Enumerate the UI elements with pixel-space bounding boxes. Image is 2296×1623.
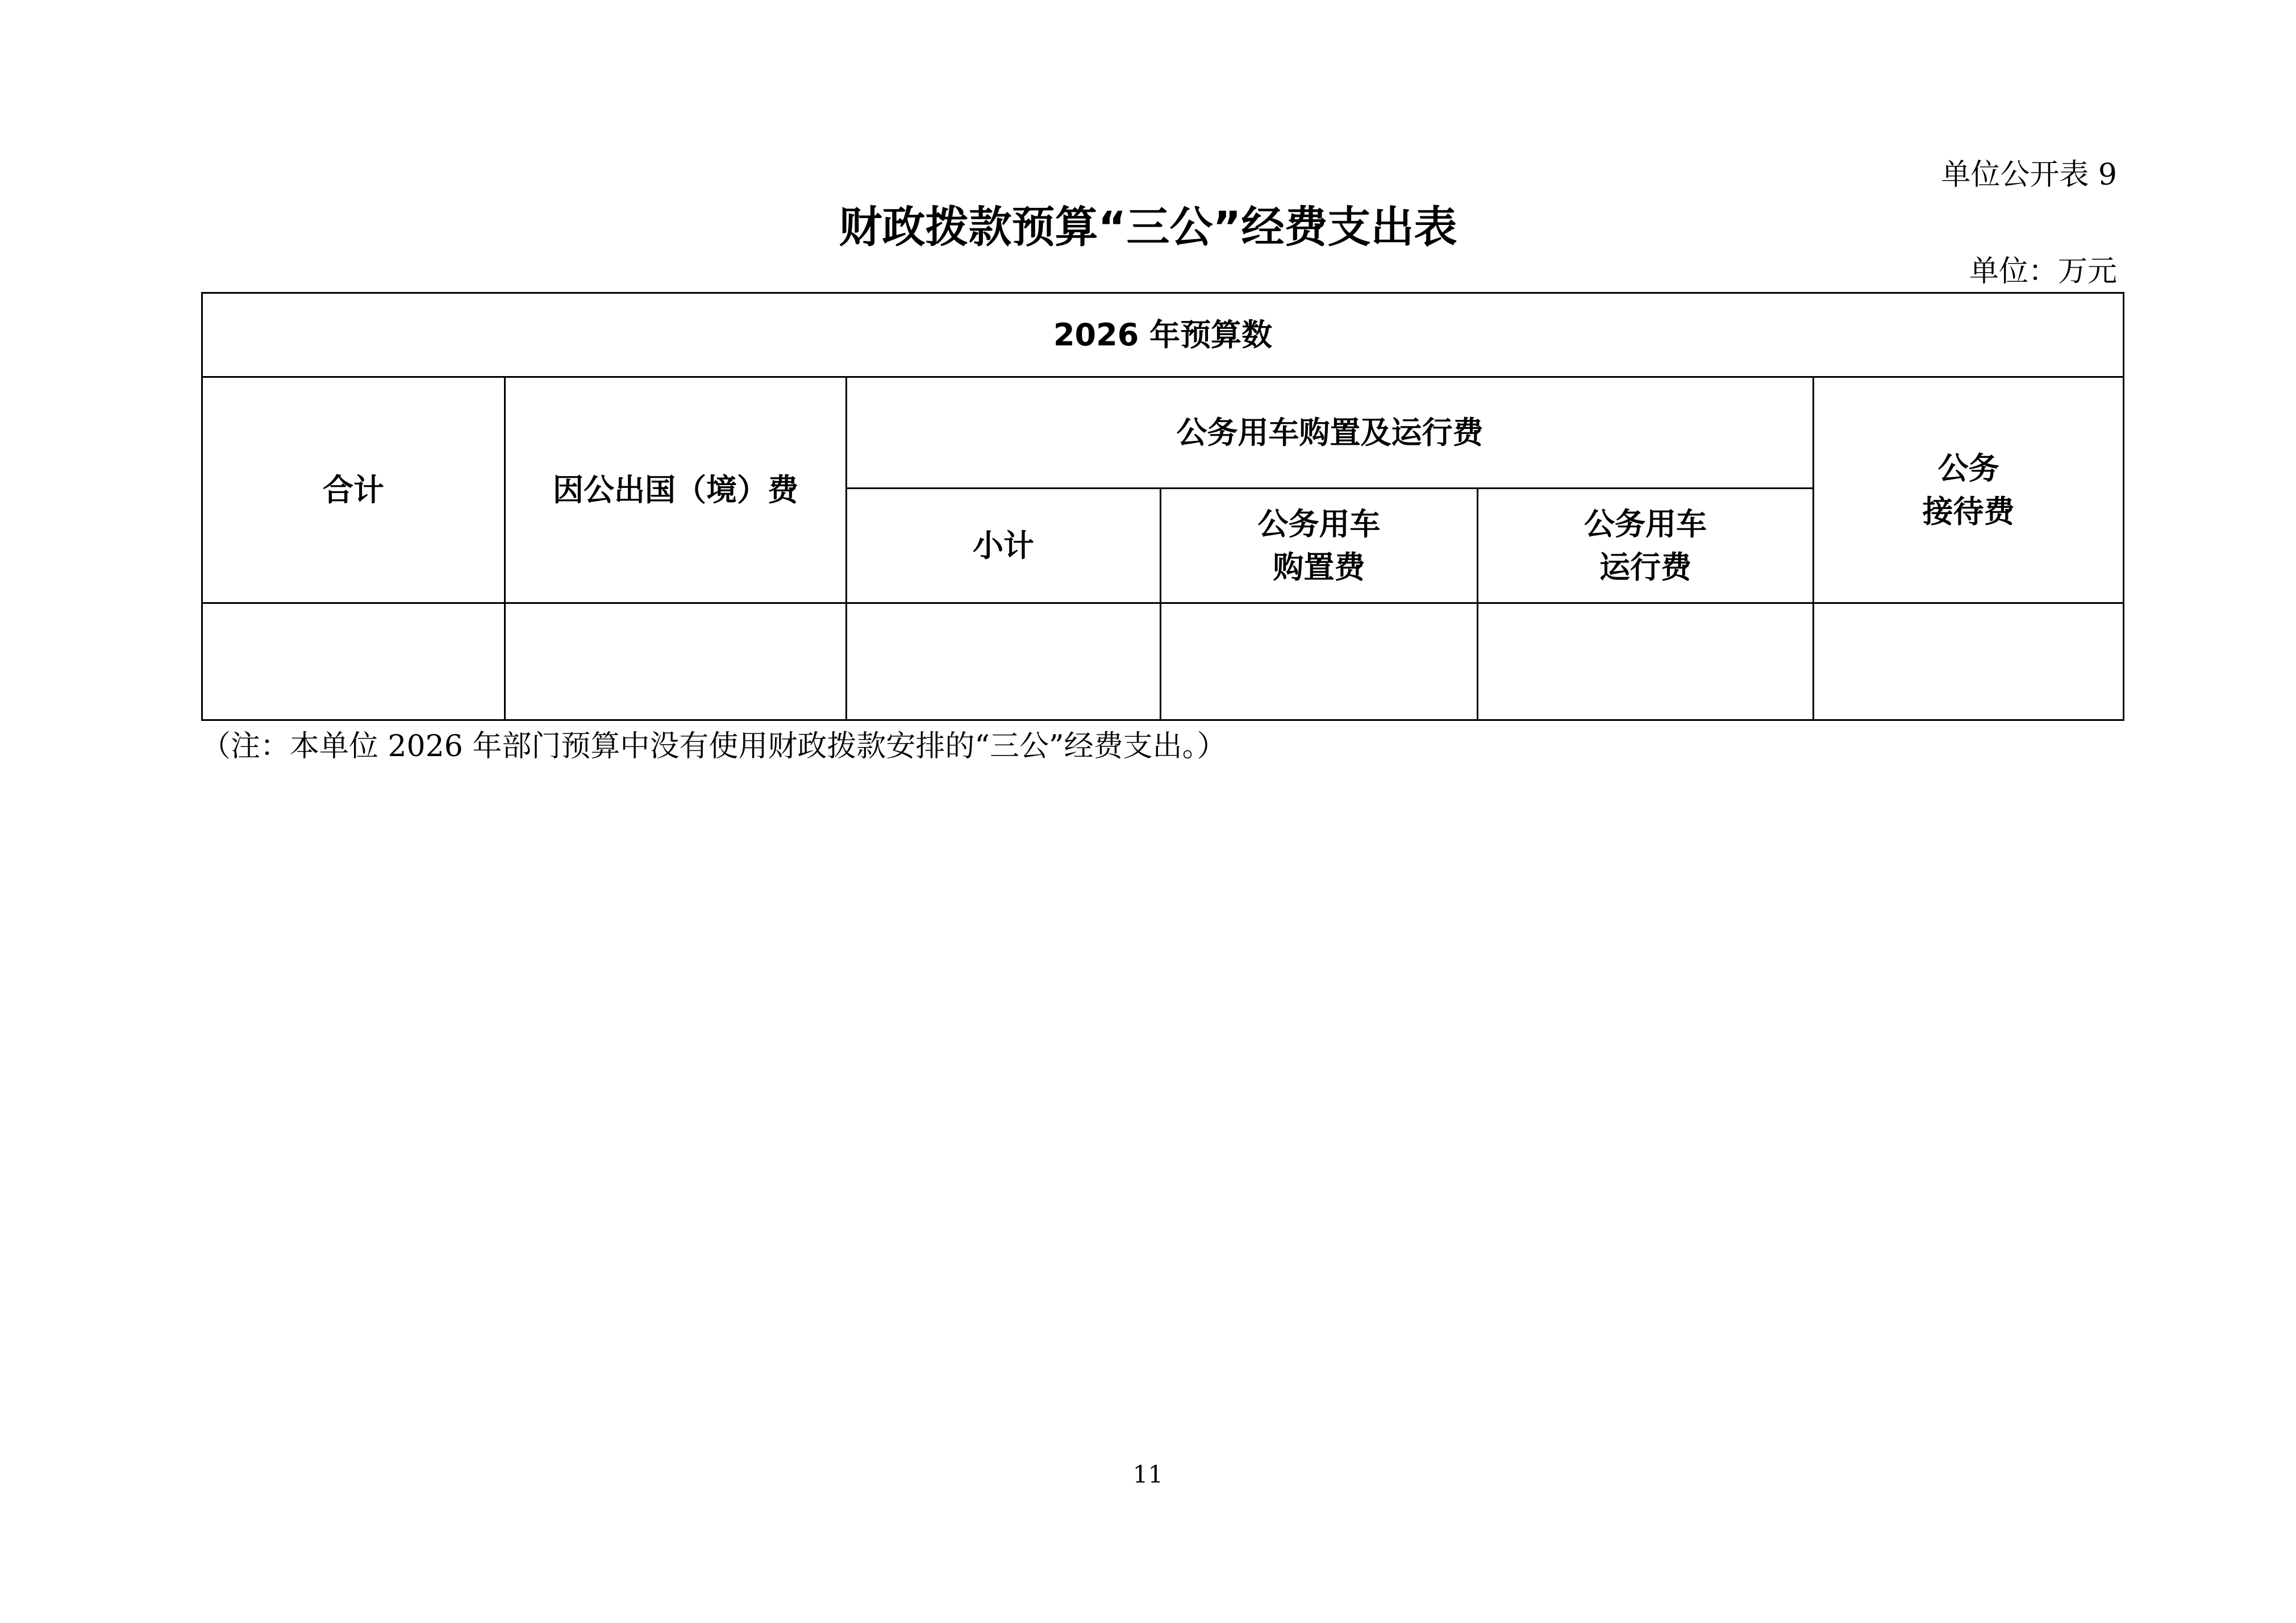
vehicle-group-header-cell: 公务用车购置及运行费: [847, 377, 1814, 489]
table-header-row: [202, 293, 2124, 377]
vehicle-purchase-header-cell: [1161, 489, 1478, 603]
form-number: 单位公开表 9: [1941, 158, 2117, 192]
reception-header-cell: [1814, 377, 2124, 603]
vehicle-operation-header-line1: 公务用车: [1584, 506, 1707, 542]
overseas-travel-header-cell: 因公出国（境）费: [505, 377, 847, 603]
vehicle-purchase-header-line1: 公务用车: [1257, 506, 1381, 542]
data-cell-vehicle-operation: [1478, 603, 1814, 720]
table-header-row: [202, 377, 2124, 489]
total-header-cell: 合计: [202, 377, 505, 603]
reception-header-line1: 公务: [1937, 450, 1999, 486]
reception-header-line2: 接待费: [1922, 493, 2015, 529]
data-cell-vehicle-subtotal: [847, 603, 1161, 720]
data-cell-overseas: [505, 603, 847, 720]
page-title: 财政拨款预算“三公”经费支出表: [839, 202, 1457, 252]
table-note: （注：本单位 2026 年部门预算中没有使用财政拨款安排的“三公”经费支出。）: [201, 729, 1227, 763]
vehicle-subtotal-header-cell: 小计: [847, 489, 1161, 603]
year-header-cell: 2026 年预算数: [202, 293, 2124, 377]
table-row: [202, 603, 2124, 720]
data-cell-total: [202, 603, 505, 720]
vehicle-operation-header-cell: [1478, 489, 1814, 603]
budget-table: [201, 292, 2124, 721]
unit-label: 单位：万元: [1969, 254, 2117, 289]
data-cell-vehicle-purchase: [1161, 603, 1478, 720]
vehicle-purchase-header-line2: 购置费: [1273, 549, 1365, 585]
data-cell-reception: [1814, 603, 2124, 720]
page-number: 11: [1132, 1461, 1164, 1488]
vehicle-operation-header-line2: 运行费: [1599, 549, 1691, 585]
